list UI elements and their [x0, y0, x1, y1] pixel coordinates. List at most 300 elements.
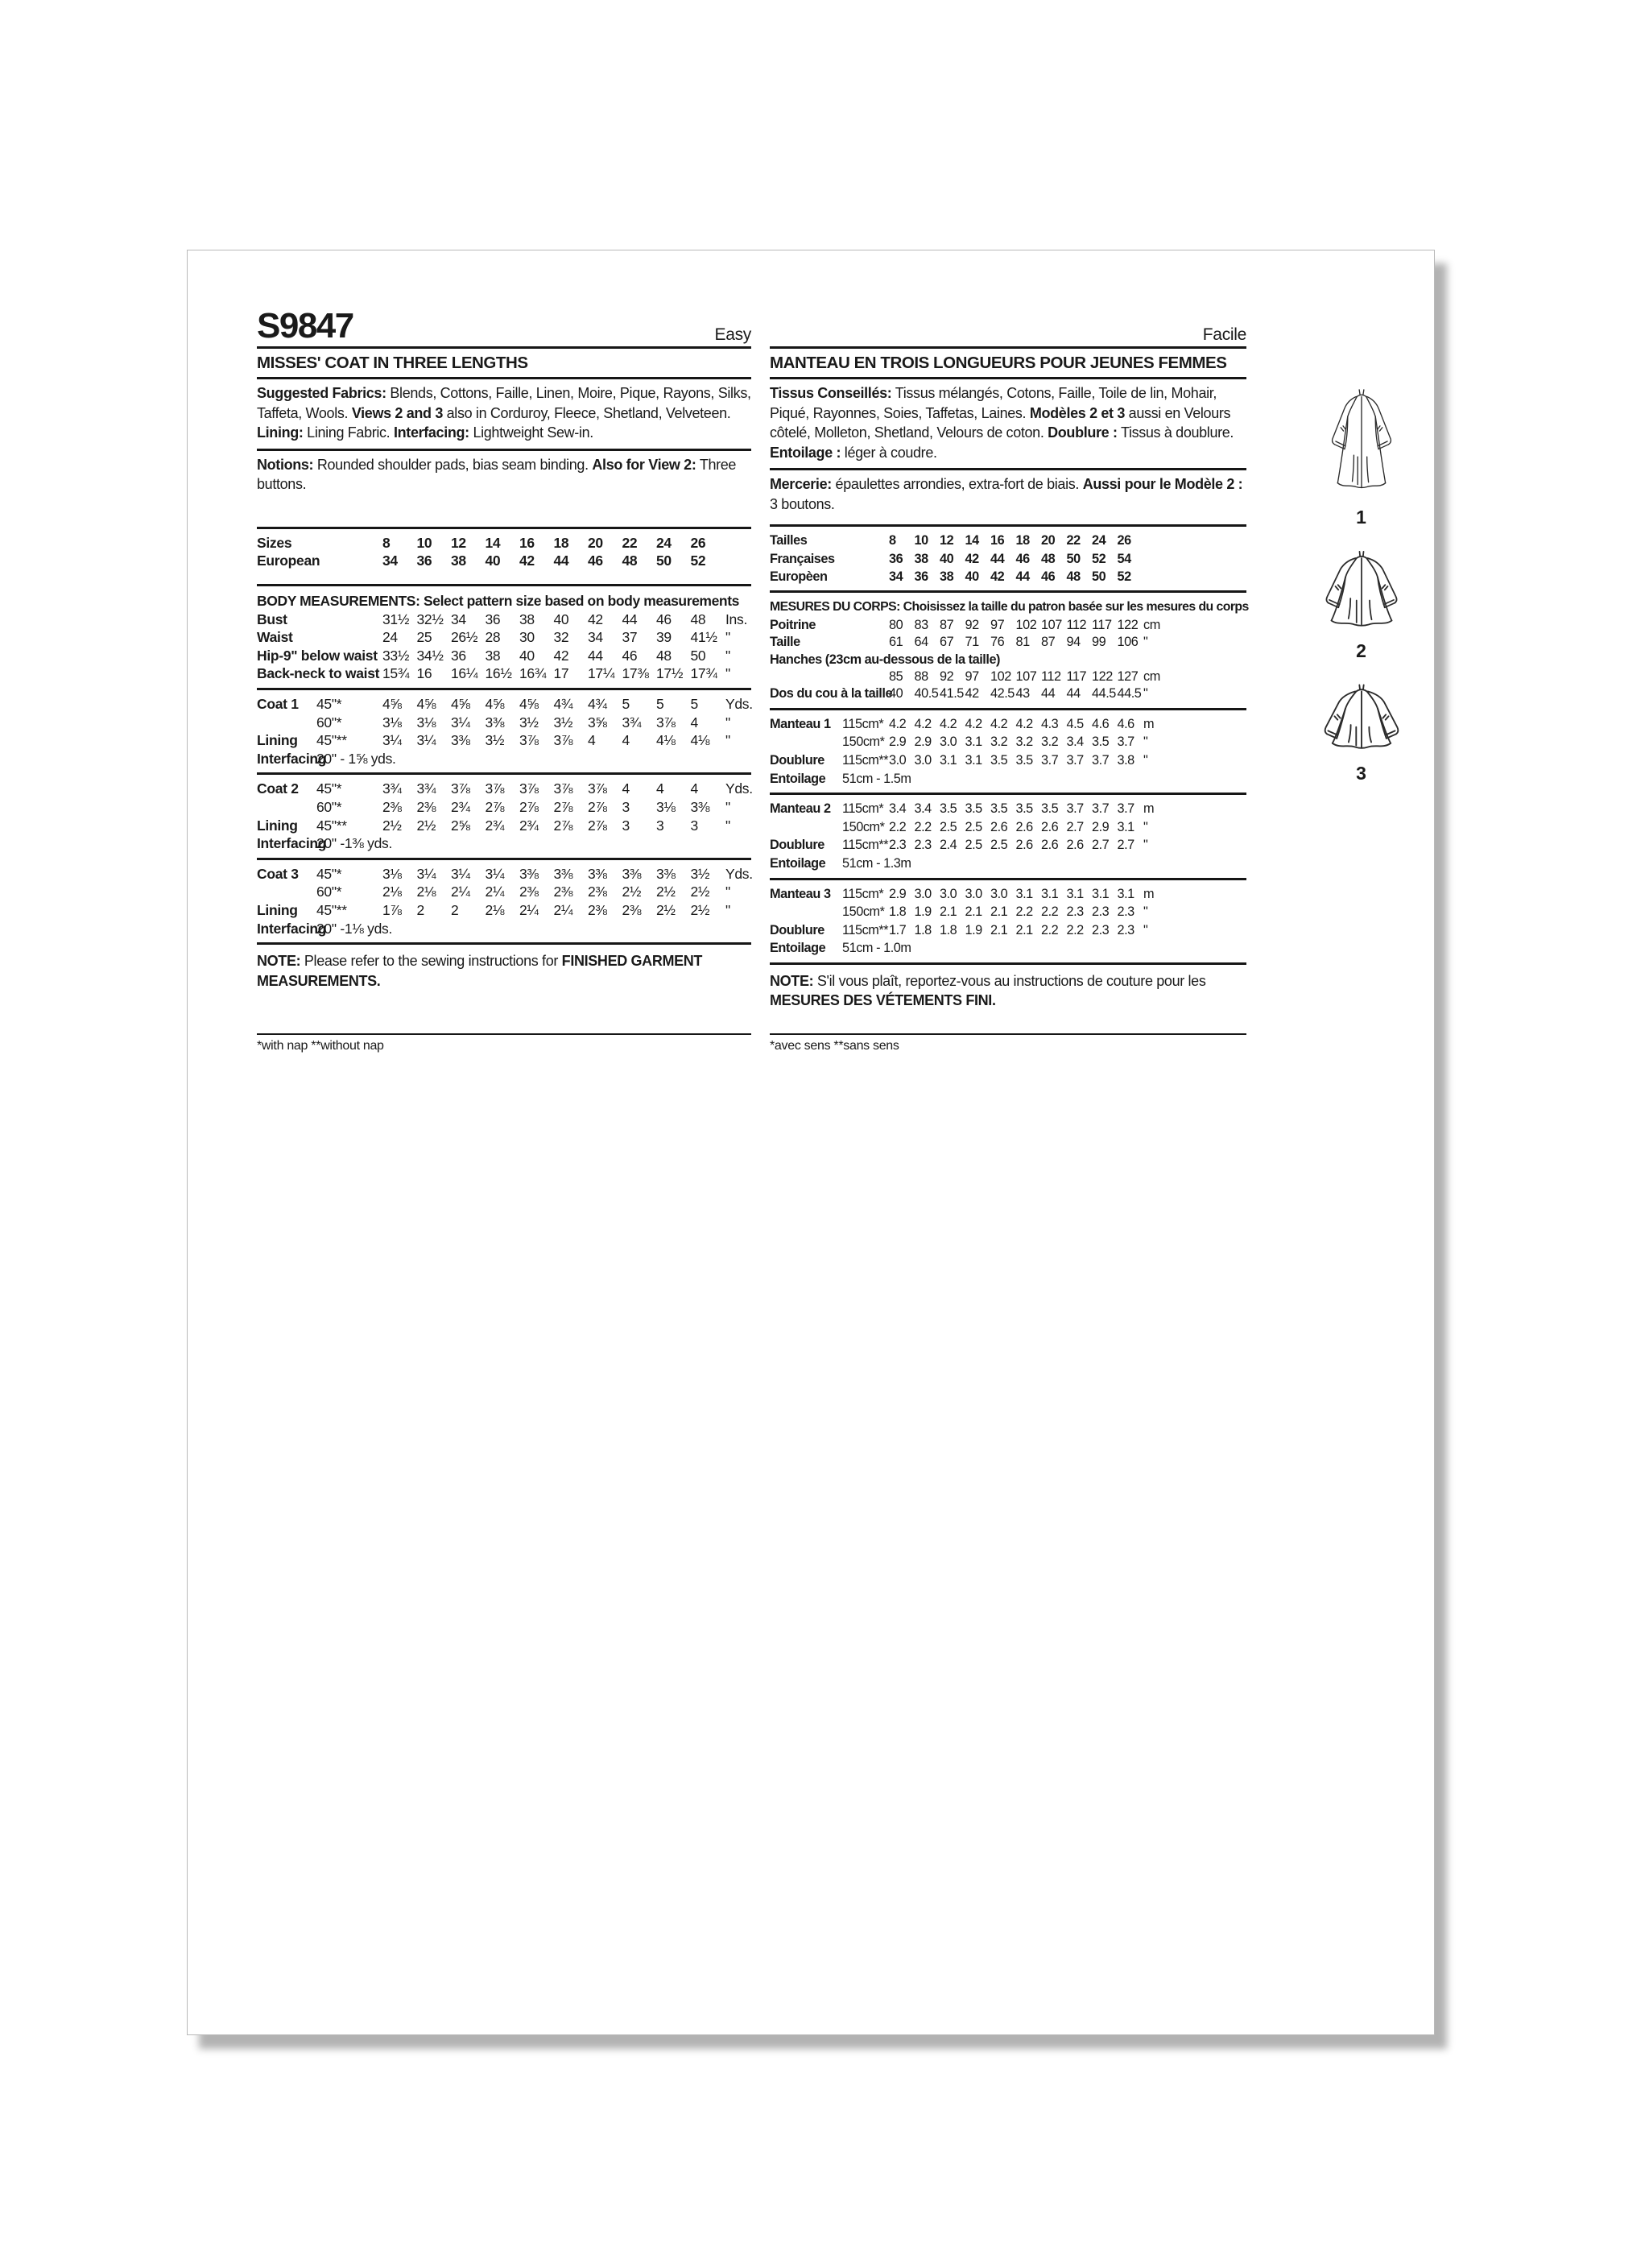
- table-cell: 2.7: [1092, 838, 1110, 853]
- table-cell: 26: [1117, 533, 1131, 548]
- table-cell: ": [725, 817, 730, 834]
- table-cell: 41.5: [940, 686, 964, 702]
- bold-text: Tissus Conseillés:: [770, 385, 892, 401]
- table-row: [257, 834, 751, 853]
- table-cell: 3.4: [914, 801, 932, 817]
- table-cell: 2.7: [1066, 819, 1084, 834]
- table-cell: 50: [656, 553, 672, 569]
- table-cell: 3⅜: [485, 714, 505, 730]
- table-cell: 24: [1092, 533, 1106, 548]
- table-cell: 33½: [382, 647, 410, 664]
- table-cell: 44: [1066, 686, 1081, 702]
- table-cell: 3.0: [990, 886, 1008, 901]
- note-text-fr: NOTE: S'il vous plaît, reportez-vous au instructions de couture pour les MESURES DES VÉTEMENTS FINI.: [770, 972, 1206, 1009]
- table-cell: 87: [940, 617, 954, 632]
- table-cell: 42: [519, 553, 535, 569]
- table-cell: 2.1: [965, 904, 982, 920]
- table-cell: 115cm*: [842, 716, 884, 731]
- table-row: [257, 865, 751, 884]
- coat-view-1-illustration: [1314, 387, 1409, 495]
- table-cell: 12: [940, 533, 954, 548]
- table-cell: 40: [553, 610, 569, 627]
- table-cell: 117: [1092, 617, 1112, 632]
- table-row: [770, 652, 1246, 668]
- table-cell: 4: [622, 732, 630, 749]
- table-row: [257, 780, 751, 798]
- garment-view-1: [1295, 387, 1428, 528]
- table-cell: 2⅛: [485, 902, 505, 918]
- table-cell: 8: [889, 533, 896, 548]
- nap-footnote-fr: *avec sens **sans sens: [770, 1033, 1246, 1053]
- table-cell: 15¾: [382, 665, 410, 682]
- table-cell: 64: [914, 635, 928, 650]
- table-cell: 34½: [416, 647, 444, 664]
- table-cell: 3.0: [940, 735, 957, 750]
- table-cell: 106: [1117, 635, 1139, 650]
- table-cell: 3¾: [382, 780, 402, 797]
- table-cell: 2.6: [1015, 838, 1033, 853]
- table-cell: 83: [914, 617, 928, 632]
- coat-view-3-illustration: [1308, 684, 1415, 753]
- table-row: [770, 568, 1246, 586]
- table-cell: 3⅞: [656, 714, 676, 730]
- table-cell: 3.2: [1015, 735, 1033, 750]
- table-cell: 3.7: [1092, 801, 1110, 817]
- table-row: [257, 610, 751, 629]
- table-cell: 3⅛: [382, 714, 402, 730]
- table-cell: 5: [690, 696, 698, 713]
- table-cell: 3.7: [1117, 801, 1134, 817]
- table-cell: 3.4: [1066, 735, 1084, 750]
- table-cell: Waist: [257, 629, 293, 646]
- table-cell: 46: [588, 553, 603, 569]
- table-cell: 2.2: [1066, 922, 1084, 937]
- masthead-en: [257, 250, 751, 349]
- table-cell: 4¾: [553, 696, 573, 713]
- table-cell: 150cm*: [842, 819, 885, 834]
- table-cell: Françaises: [770, 551, 835, 566]
- table-cell: 3.4: [889, 801, 907, 817]
- table-cell: 60"*: [316, 714, 342, 730]
- table-cell: 16¼: [451, 665, 478, 682]
- table-row: [770, 939, 1246, 958]
- table-cell: Entoilage: [770, 855, 826, 871]
- table-row: [257, 664, 751, 683]
- table-cell: ": [1143, 686, 1148, 702]
- table-cell: cm: [1143, 617, 1160, 632]
- table-cell: 3.1: [1117, 886, 1134, 901]
- table-cell: 38: [519, 610, 535, 627]
- table-cell: 5: [622, 696, 630, 713]
- table-row: [257, 552, 751, 570]
- table-cell: 3.5: [990, 801, 1008, 817]
- table-cell: 107: [1015, 669, 1037, 684]
- table-cell: 2⅞: [588, 799, 607, 816]
- table-cell: 4: [690, 780, 698, 797]
- table-cell: ": [725, 884, 730, 900]
- table-cell: 1.8: [889, 904, 907, 920]
- table-cell: 4.2: [990, 716, 1008, 731]
- table-cell: 3⅛: [416, 714, 436, 730]
- table-cell: Interfacing: [257, 920, 327, 937]
- table-cell: 2⅜: [622, 902, 642, 918]
- table-cell: Manteau 2: [770, 801, 831, 817]
- bold-text: Views 2 and 3: [351, 404, 443, 421]
- body-measurements-table-en: [257, 610, 751, 683]
- table-row: [257, 901, 751, 920]
- table-cell: Coat 2: [257, 780, 299, 797]
- table-cell: 4⅝: [382, 696, 402, 713]
- table-cell: 51cm - 1.5m: [842, 771, 911, 786]
- table-cell: 3⅞: [588, 780, 607, 797]
- manteau1-yardage-table: [770, 708, 1246, 793]
- table-cell: 3.5: [990, 753, 1008, 768]
- table-cell: 2.2: [914, 819, 932, 834]
- table-cell: ": [1143, 922, 1148, 937]
- table-cell: m: [1143, 716, 1155, 731]
- table-cell: 1.8: [914, 922, 932, 937]
- view-number-2: 2: [1356, 640, 1366, 661]
- table-cell: 17⅜: [622, 665, 649, 682]
- table-cell: 3⅝: [588, 714, 607, 730]
- table-cell: Coat 1: [257, 696, 299, 713]
- table-cell: 2¼: [553, 902, 573, 918]
- table-cell: 2.2: [889, 819, 907, 834]
- table-cell: 67: [940, 635, 954, 650]
- bold-text: Lining:: [257, 424, 304, 441]
- table-cell: ": [1143, 819, 1148, 834]
- garment-view-2: [1295, 550, 1428, 662]
- bold-text: Doublure :: [1048, 424, 1118, 441]
- view-number-3: 3: [1356, 763, 1366, 784]
- table-cell: 2¾: [485, 817, 505, 834]
- table-cell: 2.2: [1041, 904, 1059, 920]
- table-cell: 92: [940, 669, 954, 684]
- table-cell: 51cm - 1.0m: [842, 941, 911, 956]
- table-cell: Yds.: [725, 865, 753, 882]
- body-measurements-header-fr: MESURES DU CORPS: Choisissez la taille du patron basée sur les mesures du corps: [770, 599, 1249, 614]
- table-cell: 20" -1⅜ yds.: [316, 835, 393, 852]
- table-cell: Europèen: [770, 569, 828, 585]
- table-row: [770, 532, 1246, 550]
- table-cell: m: [1143, 801, 1155, 817]
- table-cell: 127: [1117, 669, 1139, 684]
- table-cell: 150cm*: [842, 904, 885, 920]
- table-cell: 44.5: [1117, 686, 1142, 702]
- table-cell: 44: [1041, 686, 1056, 702]
- table-cell: 4⅝: [416, 696, 436, 713]
- table-cell: Lining: [257, 817, 298, 834]
- bold-text: MESURES DES VÉTEMENTS FINI.: [770, 992, 996, 1009]
- coat2-yardage-table: [257, 772, 751, 857]
- table-cell: 3.1: [1041, 886, 1059, 901]
- body-measurements-table-fr: [770, 617, 1246, 703]
- table-cell: 20: [588, 534, 603, 551]
- table-cell: m: [1143, 886, 1155, 901]
- table-cell: Yds.: [725, 780, 753, 797]
- body-measurements-en: [257, 584, 751, 688]
- table-cell: 14: [485, 534, 501, 551]
- table-cell: cm: [1143, 669, 1160, 684]
- table-cell: 38: [451, 553, 466, 569]
- table-cell: 92: [965, 617, 979, 632]
- table-cell: 2¾: [451, 799, 470, 816]
- table-cell: 112: [1041, 669, 1061, 684]
- table-cell: 45"*: [316, 780, 342, 797]
- table-cell: 115cm**: [842, 922, 889, 937]
- table-cell: 3⅞: [553, 732, 573, 749]
- table-cell: 18: [1015, 533, 1030, 548]
- table-cell: 4.6: [1117, 716, 1134, 731]
- title-en: MISSES' COAT IN THREE LENGTHS: [257, 349, 751, 379]
- table-cell: 115cm**: [842, 838, 889, 853]
- table-cell: 3.5: [965, 801, 982, 817]
- table-cell: 40: [519, 647, 535, 664]
- table-row: [770, 903, 1246, 921]
- table-cell: 17¼: [588, 665, 615, 682]
- table-cell: 4.2: [940, 716, 957, 731]
- table-cell: European: [257, 553, 320, 569]
- table-cell: 3¼: [416, 865, 436, 882]
- table-cell: 2.6: [1066, 838, 1084, 853]
- table-cell: 3⅜: [622, 865, 642, 882]
- table-cell: 2½: [656, 884, 676, 900]
- table-row: [770, 885, 1246, 904]
- table-row: [257, 731, 751, 750]
- table-cell: 3.8: [1117, 753, 1134, 768]
- table-cell: 2⅛: [416, 884, 436, 900]
- table-cell: 20: [1041, 533, 1056, 548]
- table-cell: 3½: [485, 732, 505, 749]
- table-cell: 50: [1092, 569, 1106, 585]
- table-cell: ": [725, 714, 730, 730]
- table-cell: 31½: [382, 610, 410, 627]
- table-cell: ": [1143, 735, 1148, 750]
- notions-en: Notions: Rounded shoulder pads, bias seam binding. Also for View 2: Three buttons.: [257, 456, 737, 492]
- table-cell: 2½: [690, 902, 710, 918]
- table-cell: Lining: [257, 902, 298, 918]
- table-cell: 4⅝: [485, 696, 505, 713]
- table-cell: 2¼: [519, 902, 539, 918]
- table-cell: 40: [485, 553, 501, 569]
- nap-footnote-en: *with nap **without nap: [257, 1033, 751, 1053]
- manteau3-yardage-table: [770, 878, 1246, 962]
- table-row: [770, 770, 1246, 788]
- table-cell: 99: [1092, 635, 1106, 650]
- table-cell: 3.1: [1092, 886, 1110, 901]
- table-cell: 4¾: [588, 696, 607, 713]
- difficulty-label-fr: Facile: [1202, 325, 1246, 344]
- table-cell: 5: [656, 696, 664, 713]
- bold-text: NOTE:: [770, 972, 814, 989]
- table-cell: ": [1143, 753, 1148, 768]
- table-cell: 50: [690, 647, 706, 664]
- table-cell: 3⅜: [656, 865, 676, 882]
- table-cell: 16¾: [519, 665, 547, 682]
- table-cell: 115cm**: [842, 753, 889, 768]
- table-cell: 16½: [485, 665, 512, 682]
- table-cell: 46: [622, 647, 638, 664]
- sizes-table-fr: [770, 524, 1246, 590]
- table-cell: Interfacing: [257, 835, 327, 852]
- table-cell: 3⅜: [519, 865, 539, 882]
- bold-text: Modèles 2 et 3: [1029, 404, 1126, 421]
- table-cell: 39: [656, 629, 672, 646]
- table-cell: 2.5: [940, 819, 957, 834]
- table-cell: 26: [690, 534, 706, 551]
- table-cell: 4: [690, 714, 698, 730]
- table-cell: 2.1: [990, 922, 1008, 937]
- sizes-table-en: [257, 527, 751, 584]
- table-cell: 2⅜: [382, 799, 402, 816]
- table-cell: 80: [889, 617, 903, 632]
- table-cell: 3¾: [622, 714, 642, 730]
- table-cell: ": [725, 647, 730, 664]
- table-cell: 4.6: [1092, 716, 1110, 731]
- table-cell: 3¼: [416, 732, 436, 749]
- table-cell: 3.1: [965, 735, 982, 750]
- table-cell: ": [725, 799, 730, 816]
- pattern-sheet-page: [187, 250, 1435, 2035]
- table-cell: 2⅞: [553, 817, 573, 834]
- table-cell: 115cm*: [842, 886, 884, 901]
- body-measurements-header-en: BODY MEASUREMENTS: Select pattern size based on body measurements: [257, 592, 739, 609]
- bold-text: Aussi pour le Modèle 2 :: [1082, 476, 1243, 492]
- bold-text: Entoilage :: [770, 444, 841, 461]
- suggested-fabrics-fr: Tissus Conseillés: Tissus mélangés, Cotons, Faille, Toile de lin, Mohair, Piqué, Rayonnes, Soies, Taffetas, Laines. Modèles 2 et 3 aussi en Velours côtelé, Molleton, Shetland, Velours de coton. Doublure : Tissus à doublure. Entoilage : léger à coudre.: [770, 379, 1246, 470]
- table-cell: Taille: [770, 635, 800, 650]
- table-cell: 3¼: [451, 865, 470, 882]
- table-cell: Sizes: [257, 534, 292, 551]
- table-cell: 4.5: [1066, 716, 1084, 731]
- table-cell: 3⅜: [553, 865, 573, 882]
- coat1-yardage-table: [257, 688, 751, 772]
- table-cell: 22: [1066, 533, 1081, 548]
- table-cell: 3.5: [1015, 753, 1033, 768]
- table-cell: 2½: [416, 817, 436, 834]
- table-cell: 18: [553, 534, 569, 551]
- table-cell: 2½: [382, 817, 402, 834]
- table-cell: 4.2: [1015, 716, 1033, 731]
- table-row: [257, 647, 751, 665]
- table-cell: 3½: [553, 714, 573, 730]
- table-cell: 3.7: [1092, 753, 1110, 768]
- table-cell: 3⅞: [519, 732, 539, 749]
- notions-fr: Mercerie: épaulettes arrondies, extra-fort de biais. Aussi pour le Modèle 2 : 3 boutons.: [770, 476, 1243, 512]
- table-row: [770, 800, 1246, 818]
- table-cell: 3½: [519, 714, 539, 730]
- table-cell: 2.3: [1117, 922, 1134, 937]
- table-cell: 25: [416, 629, 432, 646]
- bold-text: Mercerie:: [770, 476, 832, 492]
- table-cell: 17½: [656, 665, 684, 682]
- table-row: [257, 798, 751, 817]
- table-cell: 97: [990, 617, 1005, 632]
- table-cell: 2¼: [485, 884, 505, 900]
- table-cell: 2⅞: [553, 799, 573, 816]
- table-cell: 2: [416, 902, 424, 918]
- table-cell: 2.6: [990, 819, 1008, 834]
- table-cell: 45"**: [316, 817, 347, 834]
- table-cell: 3⅜: [588, 865, 607, 882]
- table-cell: 2.3: [1092, 922, 1110, 937]
- table-row: [770, 550, 1246, 569]
- table-cell: 26½: [451, 629, 478, 646]
- table-cell: 3½: [690, 865, 710, 882]
- table-cell: 36: [914, 569, 928, 585]
- table-cell: 40: [965, 569, 979, 585]
- table-row: [770, 733, 1246, 751]
- table-cell: 2.9: [889, 735, 907, 750]
- table-row: [770, 617, 1246, 634]
- table-cell: ": [1143, 635, 1148, 650]
- table-row: [257, 534, 751, 553]
- table-cell: 4⅝: [519, 696, 539, 713]
- table-row: [770, 668, 1246, 685]
- table-cell: 1⅞: [382, 902, 402, 918]
- table-cell: ": [1143, 904, 1148, 920]
- table-cell: 3.5: [1041, 801, 1059, 817]
- table-cell: 2⅛: [382, 884, 402, 900]
- table-cell: 42: [990, 569, 1005, 585]
- table-cell: 8: [382, 534, 391, 551]
- table-cell: 71: [965, 635, 979, 650]
- table-cell: 2: [451, 902, 459, 918]
- table-cell: 2.4: [940, 838, 957, 853]
- table-cell: ": [725, 665, 730, 682]
- table-cell: 34: [889, 569, 903, 585]
- table-cell: 2¾: [519, 817, 539, 834]
- table-cell: 4.2: [914, 716, 932, 731]
- table-cell: Coat 3: [257, 865, 299, 882]
- table-row: [257, 695, 751, 714]
- table-row: [257, 750, 751, 768]
- table-cell: 61: [889, 635, 903, 650]
- table-cell: 48: [622, 553, 638, 569]
- table-cell: 44: [553, 553, 569, 569]
- table-cell: 2.5: [965, 838, 982, 853]
- table-cell: 2.3: [914, 838, 932, 853]
- table-cell: Doublure: [770, 922, 824, 937]
- table-cell: 3.7: [1117, 735, 1134, 750]
- table-cell: 2.5: [990, 838, 1008, 853]
- bold-text: BODY MEASUREMENTS:: [257, 592, 420, 609]
- table-cell: 2⅜: [588, 902, 607, 918]
- table-cell: 76: [990, 635, 1005, 650]
- table-cell: Dos du cou à la taille: [770, 686, 893, 702]
- table-cell: 34: [451, 610, 466, 627]
- table-cell: 42.5: [990, 686, 1015, 702]
- table-cell: 24: [656, 534, 672, 551]
- table-cell: 4.2: [889, 716, 907, 731]
- table-cell: 51cm - 1.3m: [842, 855, 911, 871]
- table-cell: 4⅛: [690, 732, 710, 749]
- pattern-number: S9847: [257, 306, 353, 346]
- table-cell: 52: [690, 553, 706, 569]
- table-cell: 36: [416, 553, 432, 569]
- table-cell: 42: [553, 647, 569, 664]
- table-cell: 2.7: [1117, 838, 1134, 853]
- table-cell: 1.8: [940, 922, 957, 937]
- table-cell: 20" -1⅛ yds.: [316, 920, 393, 937]
- table-cell: 94: [1066, 635, 1081, 650]
- table-row: [770, 818, 1246, 837]
- table-row: [257, 883, 751, 901]
- table-cell: Hip-9" below waist: [257, 647, 378, 664]
- coat3-yardage-table: [257, 858, 751, 942]
- table-cell: Interfacing: [257, 750, 327, 767]
- table-cell: 2.1: [1015, 922, 1033, 937]
